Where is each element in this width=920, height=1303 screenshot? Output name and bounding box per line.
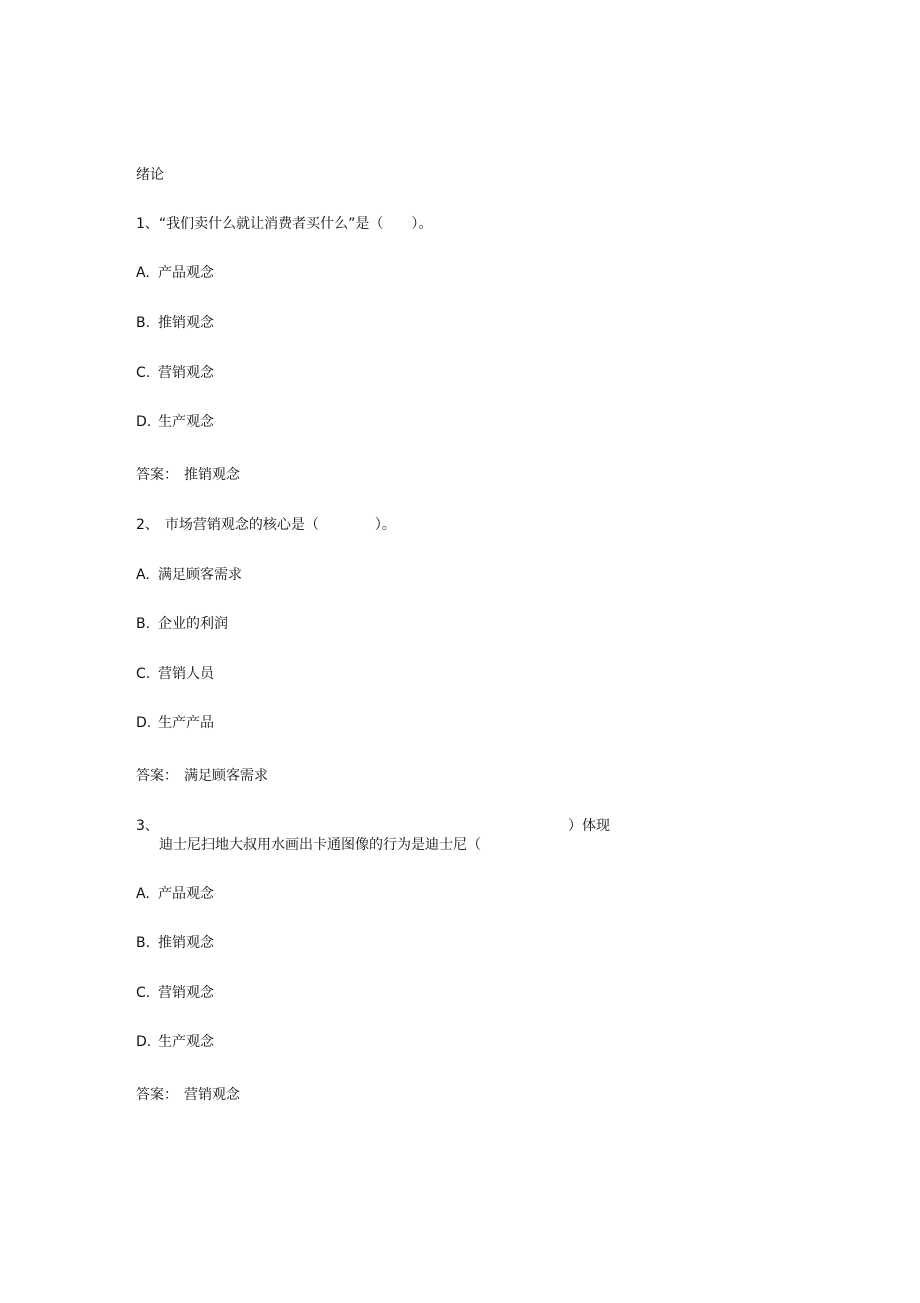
question-1-option-b (136, 314, 214, 332)
option-letter: A. (136, 886, 150, 902)
question-3-option-d (136, 1033, 214, 1051)
option-letter: C. (136, 365, 151, 381)
option-letter: B. (136, 315, 151, 331)
question-1-option-c (136, 364, 214, 382)
question-2-option-b (136, 615, 228, 633)
answer-text: 满足顾客需求 (184, 768, 268, 784)
option-letter: B. (136, 935, 151, 951)
option-text: 推销观念 (158, 935, 214, 951)
option-letter: A. (136, 265, 150, 281)
option-text: 产品观念 (158, 265, 214, 281)
option-letter: D. (136, 1034, 152, 1050)
option-text: 产品观念 (158, 886, 214, 902)
question-3-option-c (136, 984, 214, 1002)
question-2-answer (136, 767, 268, 785)
option-letter: D. (136, 414, 152, 430)
option-letter: A. (136, 567, 150, 583)
answer-label: 答案： (136, 768, 178, 784)
option-text: 营销观念 (158, 985, 214, 1001)
question-2-option-d (136, 714, 214, 732)
option-letter: B. (136, 616, 151, 632)
option-text: 企业的利润 (158, 616, 228, 632)
question-2-option-c (136, 665, 214, 683)
question-3-answer (136, 1086, 240, 1104)
question-3-number: 3、 (136, 818, 159, 834)
option-text: 生产观念 (158, 414, 214, 430)
question-1 (136, 215, 432, 233)
question-3-text-tail: ）体现 (568, 818, 610, 834)
option-letter: C. (136, 985, 151, 1001)
option-text: 满足顾客需求 (158, 567, 242, 583)
option-letter: C. (136, 666, 151, 682)
question-1-answer (136, 466, 240, 484)
question-number: 2、 (136, 517, 159, 533)
option-letter: D. (136, 715, 152, 731)
question-3-option-a (136, 885, 214, 903)
question-number: 1、 (136, 216, 159, 232)
question-text: “我们卖什么就让消费者买什么”是（ ）。 (158, 216, 433, 232)
option-text: 推销观念 (158, 315, 214, 331)
question-1-option-a (136, 264, 214, 282)
option-text: 营销人员 (158, 666, 214, 682)
option-text: 营销观念 (158, 365, 214, 381)
answer-text: 推销观念 (184, 467, 240, 483)
answer-label: 答案： (136, 467, 178, 483)
question-2-option-a (136, 566, 242, 584)
question-2 (136, 516, 396, 534)
option-text: 生产产品 (158, 715, 214, 731)
question-1-option-d (136, 413, 214, 431)
answer-label: 答案： (136, 1087, 178, 1103)
question-3-text: 迪士尼扫地大叔用水画出卡通图像的行为是迪士尼（ (159, 837, 481, 853)
question-3-option-b (136, 934, 214, 952)
option-text: 生产观念 (158, 1034, 214, 1050)
section-title: 绪论 (136, 167, 164, 183)
answer-text: 营销观念 (184, 1087, 240, 1103)
question-text: 市场营销观念的核心是（ ）。 (164, 517, 396, 533)
